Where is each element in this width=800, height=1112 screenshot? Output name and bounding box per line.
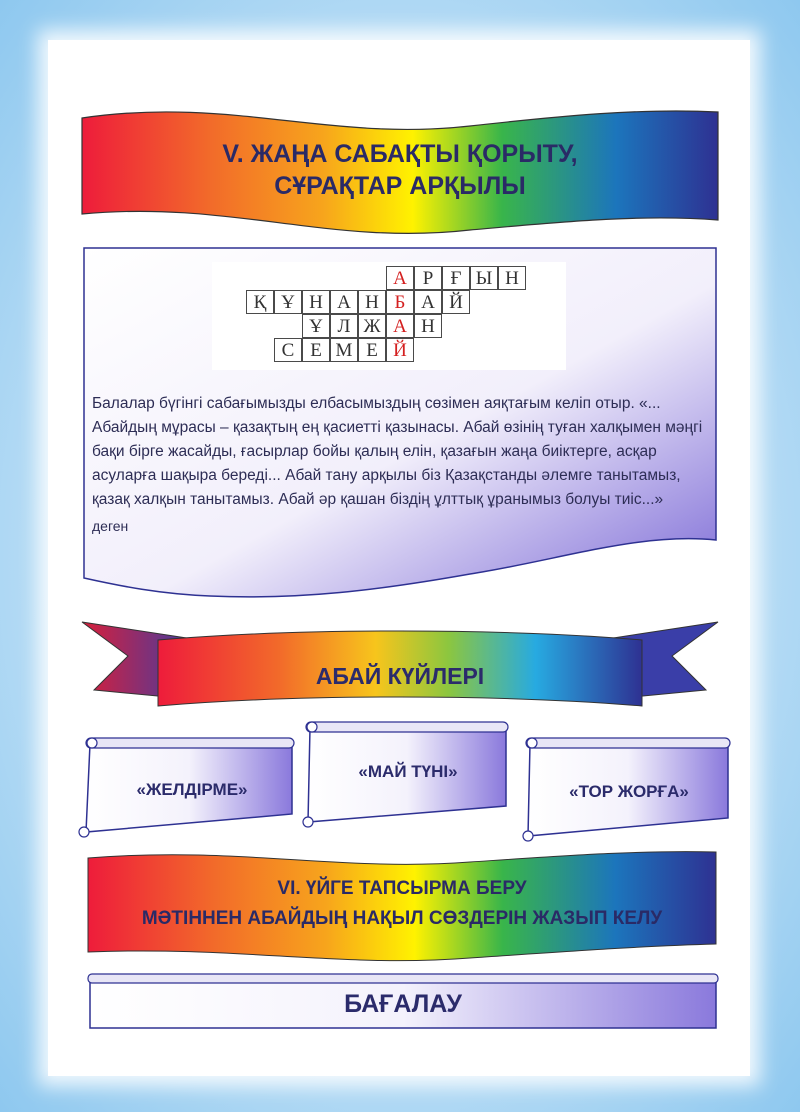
- crossword-cell: Ғ: [442, 266, 470, 290]
- section6-title-line1: VI. ҮЙГЕ ТАПСЫРМА БЕРУ: [277, 878, 527, 899]
- crossword-cell: А: [414, 290, 442, 314]
- crossword-cell: Н: [302, 290, 330, 314]
- crossword-cell: Ұ: [302, 314, 330, 338]
- crossword-cell: Е: [302, 338, 330, 362]
- crossword-cell: Ы: [470, 266, 498, 290]
- paragraph-body: Балалар бүгінгі сабағымызды елбасымыздың сөзімен аяқтағым келіп отыр. «... Абайдың мұрасы – қазақтың ең қасиетті қазынасы. Абай өзінің туған халқымен мәңгі бақи бірге жасайды, ғасырлар бойы қалың елін, қазағын жаңа биіктерге, асқар асуларға шақыра береді... Абай тану арқылы біз Қазақстанды әлемге танытамыз, қазақ халқын танытамыз. Абай әр қашан біздің ұлттық ұранымыз болуы тиіс...»: [92, 395, 703, 508]
- paragraph-tail: деген: [92, 518, 129, 534]
- crossword-cell: Й: [386, 338, 414, 362]
- section6-title: [92, 874, 712, 934]
- crossword-cell: А: [330, 290, 358, 314]
- crossword-cell: А: [386, 266, 414, 290]
- song-label-1: «ЖЕЛДІРМЕ»: [136, 780, 248, 799]
- section5-title-line2: СҰРАҚТАР АРҚЫЛЫ: [274, 172, 526, 200]
- grading-label: БАҒАЛАУ: [344, 990, 462, 1018]
- paragraph-text: [92, 392, 712, 538]
- crossword-cell: Н: [498, 266, 526, 290]
- crossword-cell: Б: [386, 290, 414, 314]
- crossword-cell: Ұ: [274, 290, 302, 314]
- crossword-cell: Н: [414, 314, 442, 338]
- crossword-cell: Ж: [358, 314, 386, 338]
- crossword-cell: Л: [330, 314, 358, 338]
- section5-title: [120, 138, 680, 202]
- crossword-cell: А: [386, 314, 414, 338]
- crossword-cell: Е: [358, 338, 386, 362]
- section5-title-line1: V. ЖАҢА САБАҚТЫ ҚОРЫТУ,: [222, 140, 578, 168]
- crossword-cell: Қ: [246, 290, 274, 314]
- crossword-cell: М: [330, 338, 358, 362]
- section6-title-line2: МӘТІННЕН АБАЙДЫҢ НАҚЫЛ СӨЗДЕРІН ЖАЗЫП КЕЛУ: [141, 908, 663, 929]
- song-label-3: «ТОР ЖОРҒА»: [569, 782, 689, 801]
- crossword-cell: Р: [414, 266, 442, 290]
- song-label-2: «МАЙ ТҮНІ»: [358, 762, 458, 781]
- banner-abai-title: АБАЙ КҮЙЛЕРІ: [315, 663, 485, 689]
- crossword-cell: Й: [442, 290, 470, 314]
- crossword-cell: Н: [358, 290, 386, 314]
- crossword-cell: С: [274, 338, 302, 362]
